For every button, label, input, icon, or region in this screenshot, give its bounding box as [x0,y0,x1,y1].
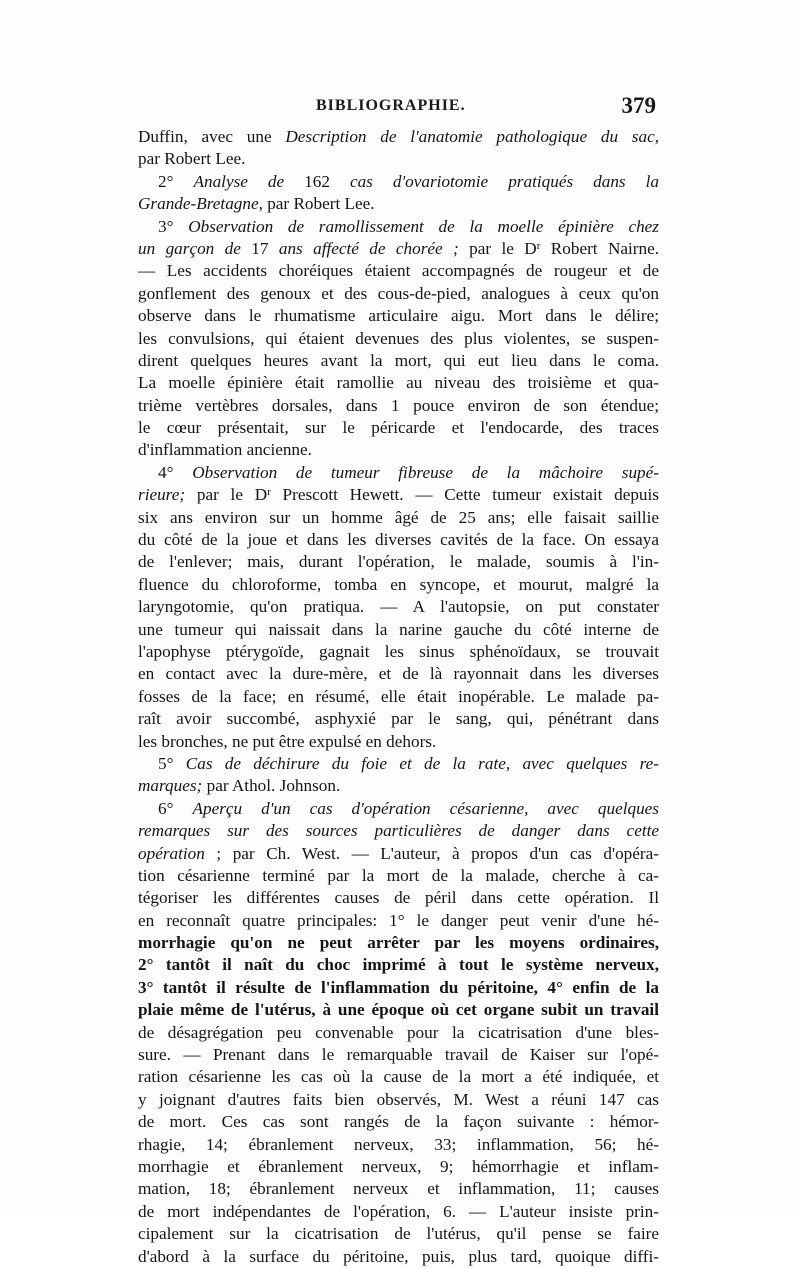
italic-run: un garçon de [138,238,252,258]
text-line [138,193,659,215]
text-line [138,1134,659,1156]
italic-run: Observation de ramollissement de la moelle épinière chez [188,216,659,236]
bold-run: morrhagie qu'on ne peut arrêter par les moyens ordinaires, [138,933,659,953]
text-run: raît avoir succombé, asphyxié par le sang, qui, pénétrant dans [138,709,659,729]
text-run: en reconnaît quatre principales: 1° le danger peut venir d'une hé- [138,910,659,930]
text-line [138,1178,659,1200]
text-line [138,260,659,282]
italic-run: Analyse de [193,171,305,191]
text-line [138,417,659,439]
text-run: 6° [158,798,193,818]
text-line [138,305,659,327]
text-line [138,843,659,865]
text-line [138,977,659,999]
text-run: d'abord à la surface du péritoine, puis, plus tard, quoique diffi- [138,1246,659,1266]
text-line [138,932,659,954]
text-run: 4° [158,462,193,482]
text-run: ; par Ch. West. — L'auteur, à propos d'un cas d'opéra- [204,843,659,863]
text-run: du côté de la joue et dans les diverses cavités de la face. On essaya [138,530,659,550]
italic-run: Observation de tumeur fibreuse de la mâchoire supé- [192,462,659,482]
text-line [138,238,659,260]
text-line [138,462,659,484]
text-run: Prescott Hewett. — Cette tumeur existait depuis [270,485,659,505]
text-run: tion césarienne terminé par la mort de la malade, cherche à ca- [138,865,659,885]
text-run: par Athol. Johnson. [202,776,341,796]
italic-run: Aperçu d'un cas d'opération césarienne, avec quelques [192,798,659,818]
text-line [138,1111,659,1133]
text-line [138,372,659,394]
text-line [138,798,659,820]
text-run: par le D [458,238,537,258]
text-run: le cœur présentait, sur le péricarde et l'endocarde, des traces [138,418,659,438]
italic-run: rieure; [138,485,186,505]
text-line [138,1022,659,1044]
text-run: fluence du chloroforme, tomba en syncope, et mourut, malgré la [138,574,659,594]
text-run: six ans environ sur un homme âgé de 25 ans; elle faisait saillie [138,507,659,527]
text-run: une tumeur qui naissait dans la narine gauche du côté interne de [138,619,659,639]
text-run: y joignant d'autres faits bien observés, M. West a réuni 147 cas [138,1089,659,1109]
text-run: les convulsions, qui étaient devenues des plus violentes, se suspen- [138,328,659,348]
text-run: d'inflammation ancienne. [138,440,312,460]
text-run: de mort. Ces cas sont rangés de la façon suivante : hémor- [138,1112,659,1132]
superscript: r [267,486,271,499]
italic-run: Cas de déchirure du foie et de la rate, avec quelques re- [185,753,659,773]
text-line [138,529,659,551]
text-line [138,887,659,909]
italic-run: remarques sur des sources particulières de danger dans cette [138,821,659,841]
text-run: cipalement sur la cicatrisation de l'utérus, qu'il pense se faire [138,1224,659,1244]
text-run: l'apophyse ptérygoïde, gagnait les sinus sphénoïdaux, se trouvait [138,641,659,661]
text-line [138,753,659,775]
text-run: morrhagie et ébranlement nerveux, 9; hémorrhagie et inflam- [138,1156,659,1176]
text-line [138,731,659,753]
text-run: par le D [185,485,268,505]
text-line [138,954,659,976]
italic-run: Description de l'anatomie pathologique du sac, [285,127,659,146]
italic-run: ans affecté de chorée ; [278,238,459,258]
text-line [138,551,659,573]
text-line [138,484,659,506]
text-run: de mort indépendantes de l'opération, 6. — L'auteur insiste prin- [138,1201,659,1221]
text-line [138,216,659,238]
running-head: BIBLIOGRAPHIE. [316,97,466,114]
text-run: en contact avec la dure-mère, et de là rayonnait dans les diverses [138,664,659,684]
text-line [138,820,659,842]
text-run: Duffin, avec une [138,127,286,146]
text-run: de l'enlever; mais, durant l'opération, le malade, soumis à l'in- [138,552,659,572]
text-run: par Robert Lee. [138,149,246,169]
text-line [138,641,659,663]
text-run: — Les accidents choréiques étaient accompagnés de rougeur et de [138,261,659,281]
text-line [138,439,659,461]
text-line [138,283,659,305]
text-run: fosses de la face; en résumé, elle était inopérable. Le malade pa- [138,686,659,706]
text-run: 3° [158,216,189,236]
text-run: trième vertèbres dorsales, dans 1 pouce environ de son étendue; [138,395,659,415]
bold-run: 3° tantôt il résulte de l'inflammation du péritoine, 4° enfin de la [138,977,659,997]
text-run: observe dans le rhumatisme articulaire aigu. Mort dans le délire; [138,306,659,326]
text-line [138,507,659,529]
text-line [138,619,659,641]
text-line [138,171,659,193]
text-line [138,1246,659,1268]
text-line [138,350,659,372]
text-run: 17 [251,238,279,258]
italic-run: opération [138,843,205,863]
italic-run: cas d'ovariotomie pratiqués dans la [349,171,659,191]
text-line [138,1066,659,1088]
italic-run: Grande-Bretagne [138,194,259,214]
text-line [138,126,659,148]
text-line [138,686,659,708]
text-run: sure. — Prenant dans le remarquable travail de Kaiser sur l'opé- [138,1045,659,1065]
text-line [138,596,659,618]
text-line [138,1089,659,1111]
page-number: 379 [621,93,656,118]
superscript: r [536,239,541,252]
text-line [138,663,659,685]
text-run: laryngotomie, qu'on pratiqua. — A l'autopsie, on put constater [138,597,659,617]
text-run: 162 [304,171,350,191]
text-line [138,1156,659,1178]
italic-run: marques; [138,776,203,796]
body-text [138,126,659,1268]
text-line [138,328,659,350]
text-line [138,574,659,596]
text-run: tégoriser les différentes causes de péril dans cette opération. Il [138,888,659,908]
text-line [138,1044,659,1066]
bold-run: 2° tantôt il naît du choc imprimé à tout le système nerveux, [138,955,659,975]
text-line [138,910,659,932]
text-line [138,148,659,170]
text-run: de désagrégation peu convenable pour la cicatrisation d'une bles- [138,1022,659,1042]
text-run: Robert Nairne. [540,238,659,258]
text-line [138,1223,659,1245]
text-line [138,395,659,417]
text-run: La moelle épinière était ramollie au niveau des troisième et qua- [138,373,659,393]
text-run: , par Robert Lee. [258,194,375,214]
page-header [138,93,658,123]
bold-run: plaie même de l'utérus, à une époque où cet organe subit un travail [138,1000,659,1020]
text-run: ration césarienne les cas où la cause de la mort a été indiquée, et [138,1067,659,1087]
text-run: dirent quelques heures avant la mort, qui eut lieu dans le coma. [138,350,659,370]
text-run: mation, 18; ébranlement nerveux et inflammation, 11; causes [138,1179,659,1199]
text-line [138,999,659,1021]
text-run: 2° [158,171,194,191]
text-run: gonflement des genoux et des cous-de-pied, analogues à ceux qu'on [138,283,659,303]
text-run: 5° [158,753,186,773]
text-run: les bronches, ne put être expulsé en dehors. [138,731,437,751]
text-run: rhagie, 14; ébranlement nerveux, 33; inflammation, 56; hé- [138,1134,659,1154]
text-line [138,1201,659,1223]
text-line [138,865,659,887]
text-line [138,775,659,797]
text-line [138,708,659,730]
